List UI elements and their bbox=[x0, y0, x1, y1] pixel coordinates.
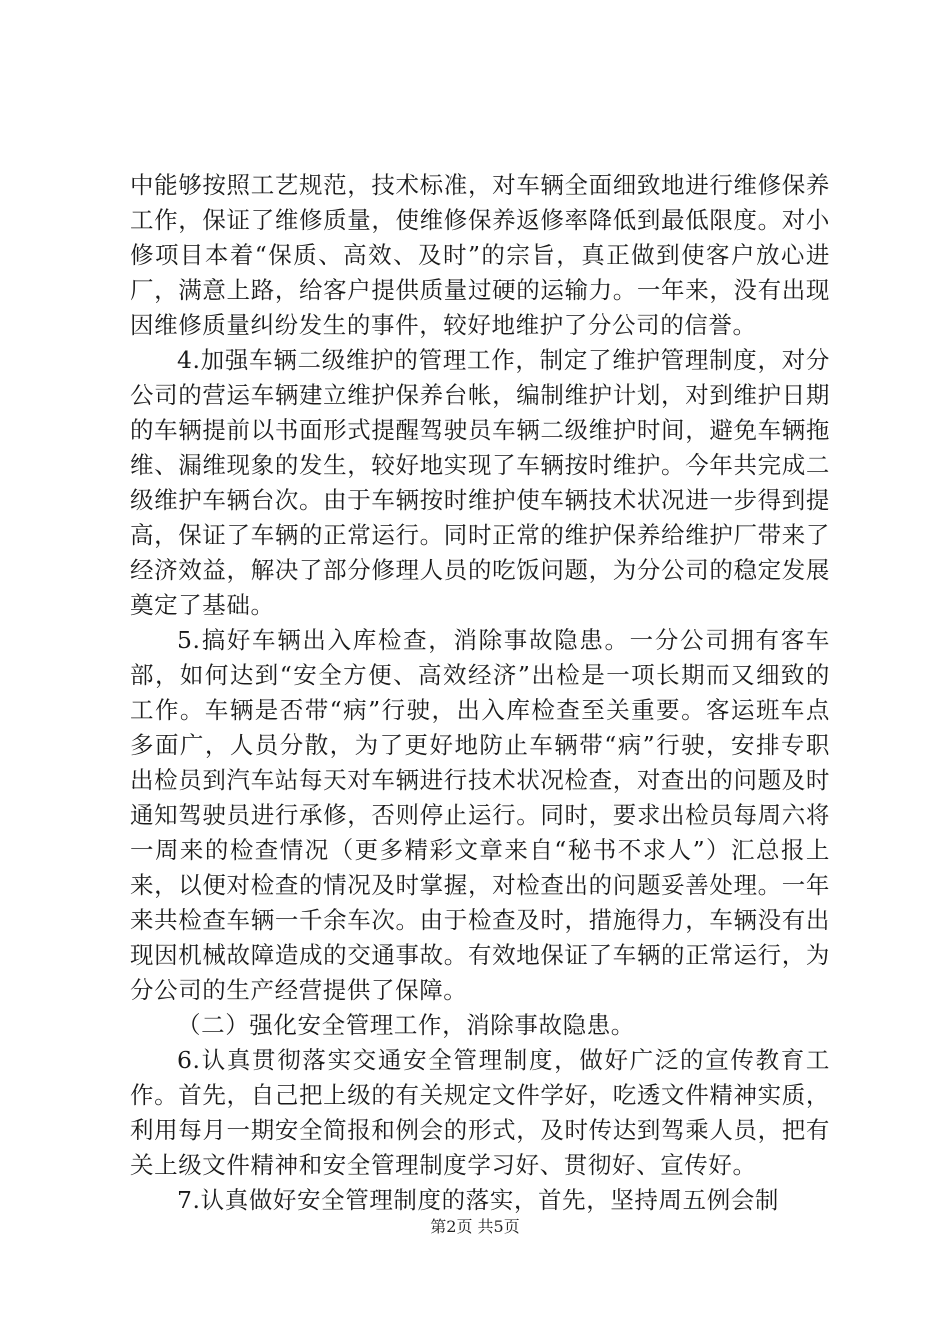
page-footer: 第2页 共5页 bbox=[430, 1217, 520, 1236]
paragraph-continuation: 中能够按照工艺规范，技术标准，对车辆全面细致地进行维修保养工作，保证了维修质量，使维修保养返修率降低到最低限度。对小修项目本着“保质、高效、及时”的宗旨，真正做到使客户放心进厂，满意上路，给客户提供质量过硬的运输力。一年来，没有出现因维修质量纠纷发生的事件，较好地维护了分公司的信誉。 bbox=[130, 171, 830, 339]
paragraph-item-7: 7.认真做好安全管理制度的落实，首先，坚持周五例会制 bbox=[177, 1186, 780, 1214]
paragraph-item-5: 5.搞好车辆出入库检查，消除事故隐患。一分公司拥有客车部，如何达到“安全方便、高效经济”出检是一项长期而又细致的工作。车辆是否带“病”行驶，出入库检查至关重要。客运班车点多面广，人员分散，为了更好地防止车辆带“病”行驶，安排专职出检员到汽车站每天对车辆进行技术状况检查，对查出的问题及时通知驾驶员进行承修，否则停止运行。同时，要求出检员每周六将一周来的检查情况（更多精彩文章来自“秘书不求人”）汇总报上来，以便对检查的情况及时掌握，对检查出的问题妥善处理。一年来共检查车辆一千余车次。由于检查及时，措施得力，车辆没有出现因机械故障造成的交通事故。有效地保证了车辆的正常运行，为分公司的生产经营提供了保障。 bbox=[130, 626, 830, 1004]
paragraph-item-4: 4.加强车辆二级维护的管理工作，制定了维护管理制度，对分公司的营运车辆建立维护保养台帐，编制维护计划，对到维护日期的车辆提前以书面形式提醒驾驶员车辆二级维护时间，避免车辆拖维、漏维现象的发生，较好地实现了车辆按时维护。今年共完成二级维护车辆台次。由于车辆按时维护使车辆技术状况进一步得到提高，保证了车辆的正常运行。同时正常的维护保养给维护厂带来了经济效益，解决了部分修理人员的吃饭问题，为分公司的稳定发展奠定了基础。 bbox=[130, 346, 830, 619]
document-body bbox=[130, 168, 830, 1218]
section-heading: （二）强化安全管理工作，消除事故隐患。 bbox=[177, 1011, 635, 1039]
paragraph-item-6: 6.认真贯彻落实交通安全管理制度，做好广泛的宣传教育工作。首先，自己把上级的有关规定文件学好，吃透文件精神实质，利用每月一期安全简报和例会的形式，及时传达到驾乘人员，把有关上级文件精神和安全管理制度学习好、贯彻好、宣传好。 bbox=[130, 1046, 830, 1179]
